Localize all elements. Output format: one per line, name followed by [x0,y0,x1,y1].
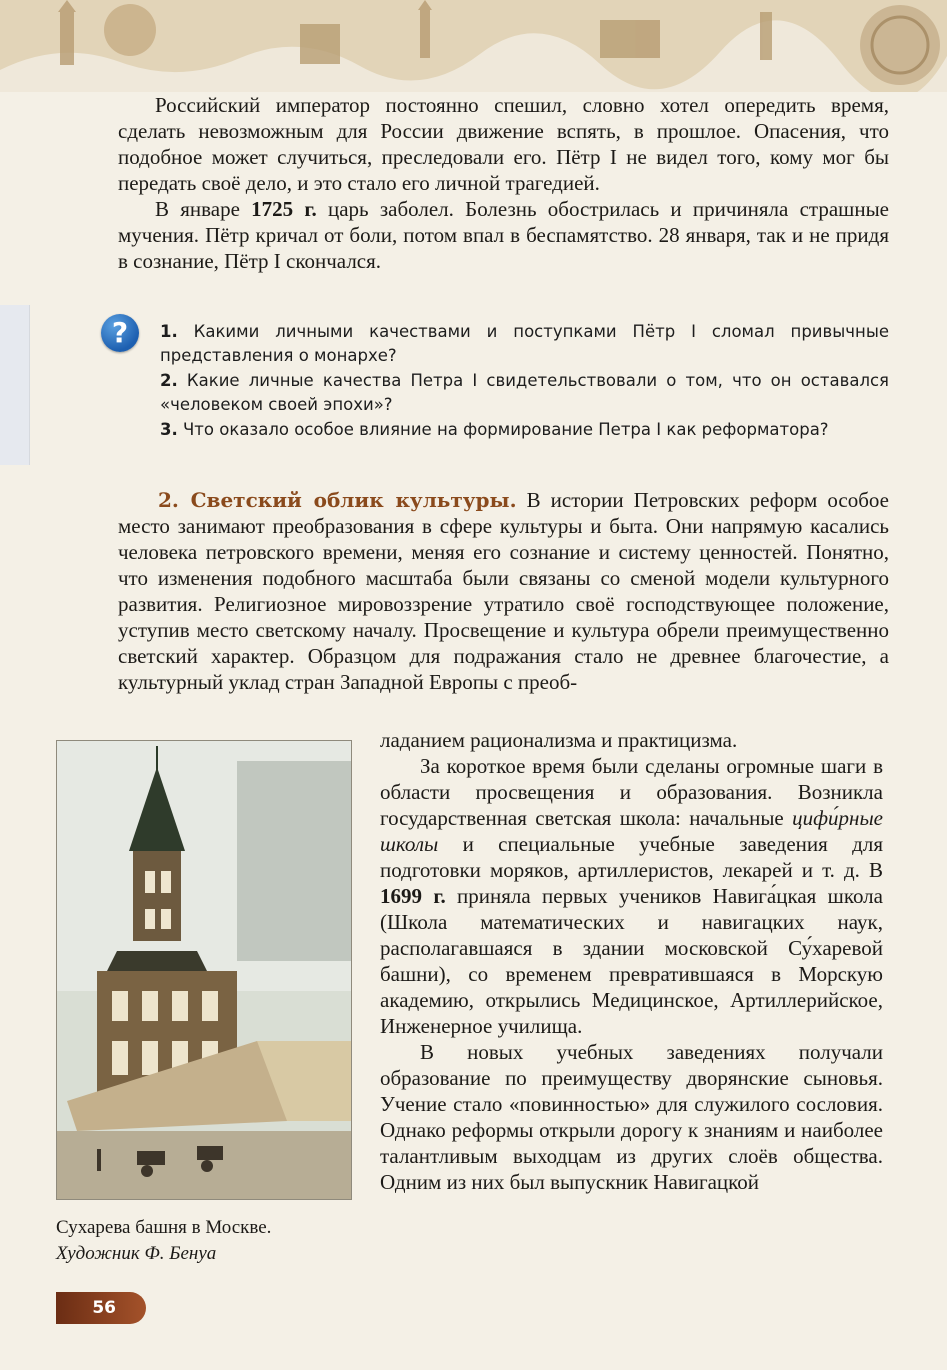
question-1-number: 1. [160,322,178,341]
year-1725: 1725 г. [251,197,317,221]
question-3 [160,418,889,442]
section-2 [118,487,889,695]
year-1699: 1699 г. [380,884,446,908]
nobility-paragraph: В новых учебных заведениях получали образование по преимуществу дворянские сыновья. Учение стало «повинностью» для служилого сословия. Однако реформы открыли дорогу к знаниям и наиболее талантливым выходцам из других слоёв общества. Одним из них был выпускник Навигацкой [380,1040,883,1194]
term-cifirnye-shkoly: цифи́рные школы [380,806,883,856]
education-text-c: приняла первых учеников Навига́цкая школа (Школа математических и навигацких наук, располагавшаяся в здании московской Су́харевой башни), со временем превратившаяся в Морскую академию, открылись Медицинское, Артиллерийское, Инженерное училища. [380,884,883,1038]
education-paragraph [380,753,883,1039]
caption-author: Художник Ф. Бенуа [56,1243,217,1264]
paragraph-1: Российский император постоянно спешил, словно хотел опередить время, сделать невозможным для России движение вспять, в прошлое. Опасения, что подобное может случиться, преследовали его. Пётр I не видел того, кому мог бы передать своё дело, и это стало его личной трагедией. [118,93,889,195]
review-questions [160,320,889,444]
section-2-paragraph [118,487,889,695]
question-1-text: Какими личными качествами и поступками Пётр I сломал привычные представления о монархе? [160,322,889,365]
paragraph-2 [118,196,889,274]
question-1 [160,320,889,367]
margin-tab [0,305,30,465]
question-icon: ? [101,314,139,352]
education-text-b: и специальные учебные заведения для подготовки моряков, артиллеристов, лекарей и т. д. В [380,832,883,882]
question-2 [160,369,889,416]
section-text: В истории Петровских реформ особое место занимают преобразования в сфере культуры и быта. Они напрямую касались человека петровского времени, меняя его сознание и систему ценностей. Понятно, что изменения подобного масштаба были связаны со сменой модели культурного развития. Религиозное мировоззрение утратило своё господствующее положение, уступив место светскому началу. Просвещение и культура обрели преимущественно светский характер. Образцом для подражания стало не древнее благочестие, а культурный уклад стран Западной Европы с преоб- [118,488,889,694]
illustration-caption [56,1215,356,1267]
intro-text [118,92,889,274]
question-3-number: 3. [160,420,178,439]
question-2-text: Какие личные качества Петра I свидетельствовали о том, что он оставался «человеком своей эпохи»? [160,371,889,414]
sukharev-tower-illustration [56,740,352,1200]
caption-title: Сухарева башня в Москве. [56,1217,272,1238]
right-column-text [380,727,883,1195]
header-artwork [0,0,947,92]
education-text-a: За короткое время были сделаны огромные шаги в области просвещения и образования. Возникла государственная светская школа: начальные [380,754,883,830]
question-2-number: 2. [160,371,178,390]
decorative-header-banner [0,0,947,92]
section-text-continuation: ладанием рационализма и практицизма. [380,728,738,752]
page-number-badge: 56 [56,1292,146,1324]
section-title: 2. Светский облик культуры. [158,488,517,512]
paragraph-2-end: царь заболел. Болезнь обострилась и причиняла страшные мучения. Пётр кричал от боли, потом впал в беспамятство. 28 января, так и не придя в сознание, Пётр I скончался. [118,197,889,273]
tower-painting [57,741,352,1200]
question-3-text: Что оказало особое влияние на формирование Петра I как реформатора? [177,420,829,439]
paragraph-2-start: В январе [155,197,252,221]
